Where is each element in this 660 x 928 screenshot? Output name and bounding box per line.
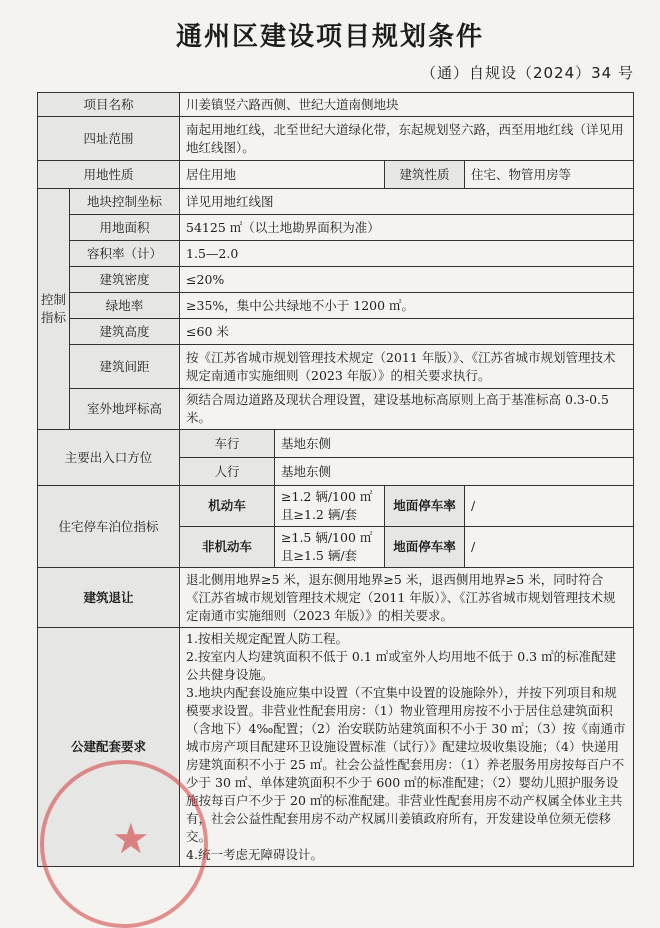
row-project-name (38, 93, 634, 117)
row-land-use (38, 161, 634, 189)
parking-label: 住宅停车泊位指标 (38, 486, 180, 568)
row-spacing (38, 345, 634, 389)
plot-coords-value: 详见用地红线图 (180, 189, 634, 215)
row-parking-motor (38, 486, 634, 527)
row-public-facilities (38, 628, 634, 867)
spacing-value: 按《江苏省城市规划管理技术规定（2011 年版）》、《江苏省城市规划管理技术规定南通市实施细则（2023 年版）》的相关要求执行。 (180, 345, 634, 389)
row-setback (38, 568, 634, 628)
elevation-label: 室外地坪标高 (70, 389, 180, 430)
boundary-label: 四址范围 (38, 117, 180, 161)
row-height (38, 319, 634, 345)
far-value: 1.5—2.0 (180, 241, 634, 267)
green-label: 绿地率 (70, 293, 180, 319)
entrance-vehicle-label: 车行 (180, 430, 275, 458)
plot-coords-label: 地块控制坐标 (70, 189, 180, 215)
row-elevation (38, 389, 634, 430)
parking-nonmotor-label: 非机动车 (180, 527, 275, 568)
land-area-value: 54125 ㎡（以土地勘界面积为准） (180, 215, 634, 241)
public-facilities-value (180, 628, 634, 867)
entrance-pedestrian-value: 基地东侧 (275, 458, 634, 486)
elevation-value: 须结合周边道路及现状合理设置，建设基地标高原则上高于基准标高 0.3-0.5 米。 (180, 389, 634, 430)
land-area-label: 用地面积 (70, 215, 180, 241)
density-label: 建筑密度 (70, 267, 180, 293)
parking-motor-ground-label: 地面停车率 (385, 486, 465, 527)
parking-nonmotor-ground-label: 地面停车率 (385, 527, 465, 568)
parking-motor-ground-value: / (465, 486, 634, 527)
parking-motor-label: 机动车 (180, 486, 275, 527)
project-name-value: 川姜镇竖六路西侧、世纪大道南侧地块 (180, 93, 634, 117)
building-nature-value: 住宅、物管用房等 (465, 161, 634, 189)
building-nature-label: 建筑性质 (385, 161, 465, 189)
land-use-label: 用地性质 (38, 161, 180, 189)
star-icon: ★ (112, 814, 150, 863)
parking-nonmotor-value: ≥1.5 辆/100 ㎡且≥1.5 辆/套 (275, 527, 385, 568)
green-value: ≥35%，集中公共绿地不小于 1200 ㎡。 (180, 293, 634, 319)
entrance-pedestrian-label: 人行 (180, 458, 275, 486)
public-facilities-label: 公建配套要求 (38, 628, 180, 867)
document-number: （通）自规设（2024）34 号 (420, 64, 634, 82)
project-name-label: 项目名称 (38, 93, 180, 117)
row-boundary (38, 117, 634, 161)
document-title: 通州区建设项目规划条件 (175, 22, 484, 52)
height-label: 建筑高度 (70, 319, 180, 345)
parking-nonmotor-ground-value: / (465, 527, 634, 568)
public-facilities-item: 1.按相关规定配置人防工程。 (186, 631, 348, 646)
row-green (38, 293, 634, 319)
height-value: ≤60 米 (180, 319, 634, 345)
row-land-area (38, 215, 634, 241)
land-use-value: 居住用地 (180, 161, 385, 189)
spacing-label: 建筑间距 (70, 345, 180, 389)
entrance-vehicle-value: 基地东侧 (275, 430, 634, 458)
row-far (38, 241, 634, 267)
entrance-label: 主要出入口方位 (38, 430, 180, 486)
parking-motor-value: ≥1.2 辆/100 ㎡且≥1.2 辆/套 (275, 486, 385, 527)
far-label: 容积率（计） (70, 241, 180, 267)
public-facilities-item: 2.按室内人均建筑面积不低于 0.1 ㎡或室外人均用地不低于 0.3 ㎡的标准配建公共健身设施。 (186, 649, 617, 682)
row-entrance-vehicle (38, 430, 634, 458)
setback-label: 建筑退让 (38, 568, 180, 628)
row-plot-coords (38, 189, 634, 215)
setback-value: 退北侧用地界≥5 米，退东侧用地界≥5 米，退西侧用地界≥5 米，同时符合《江苏省城市规划管理技术规定（2011 年版）》、《江苏省城市规划管理技术规定南通市实施细则（2023 年版）》的相关要求。 (180, 568, 634, 628)
density-value: ≤20% (180, 267, 634, 293)
row-density (38, 267, 634, 293)
control-group-label: 控制指标 (38, 189, 70, 430)
boundary-value: 南起用地红线，北至世纪大道绿化带，东起规划竖六路，西至用地红线（详见用地红线图）。 (180, 117, 634, 161)
public-facilities-item: 3.地块内配套设施应集中设置（不宜集中设置的设施除外），并按下列项目和规模要求设置。非营业性配套用房：（1）物业管理用房按不小于居住总建筑面积（含地下）4‰配置；（2）治安联防站建筑面积不小于 30 ㎡；（3）按《南通市城市房产项目配建环卫设施设置标准（试行）》配建垃圾收集设施；（4）快递用房建筑面积不小于 25 ㎡。社会公益性配套用房：（1）养老服务用房按每百户不少于 30 ㎡、单体建筑面积不少于 600 ㎡的标准配建；（2）婴幼儿照护服务设施按每百户不少于 20 ㎡的标准配建。非营业性配套用房不动产权属全体业主共有，社会公益性配套用房不动产权属川姜镇政府所有，开发建设单位须无偿移交。 (186, 685, 626, 844)
conditions-table (37, 92, 634, 867)
public-facilities-item: 4.统一考虑无障碍设计。 (186, 847, 323, 862)
